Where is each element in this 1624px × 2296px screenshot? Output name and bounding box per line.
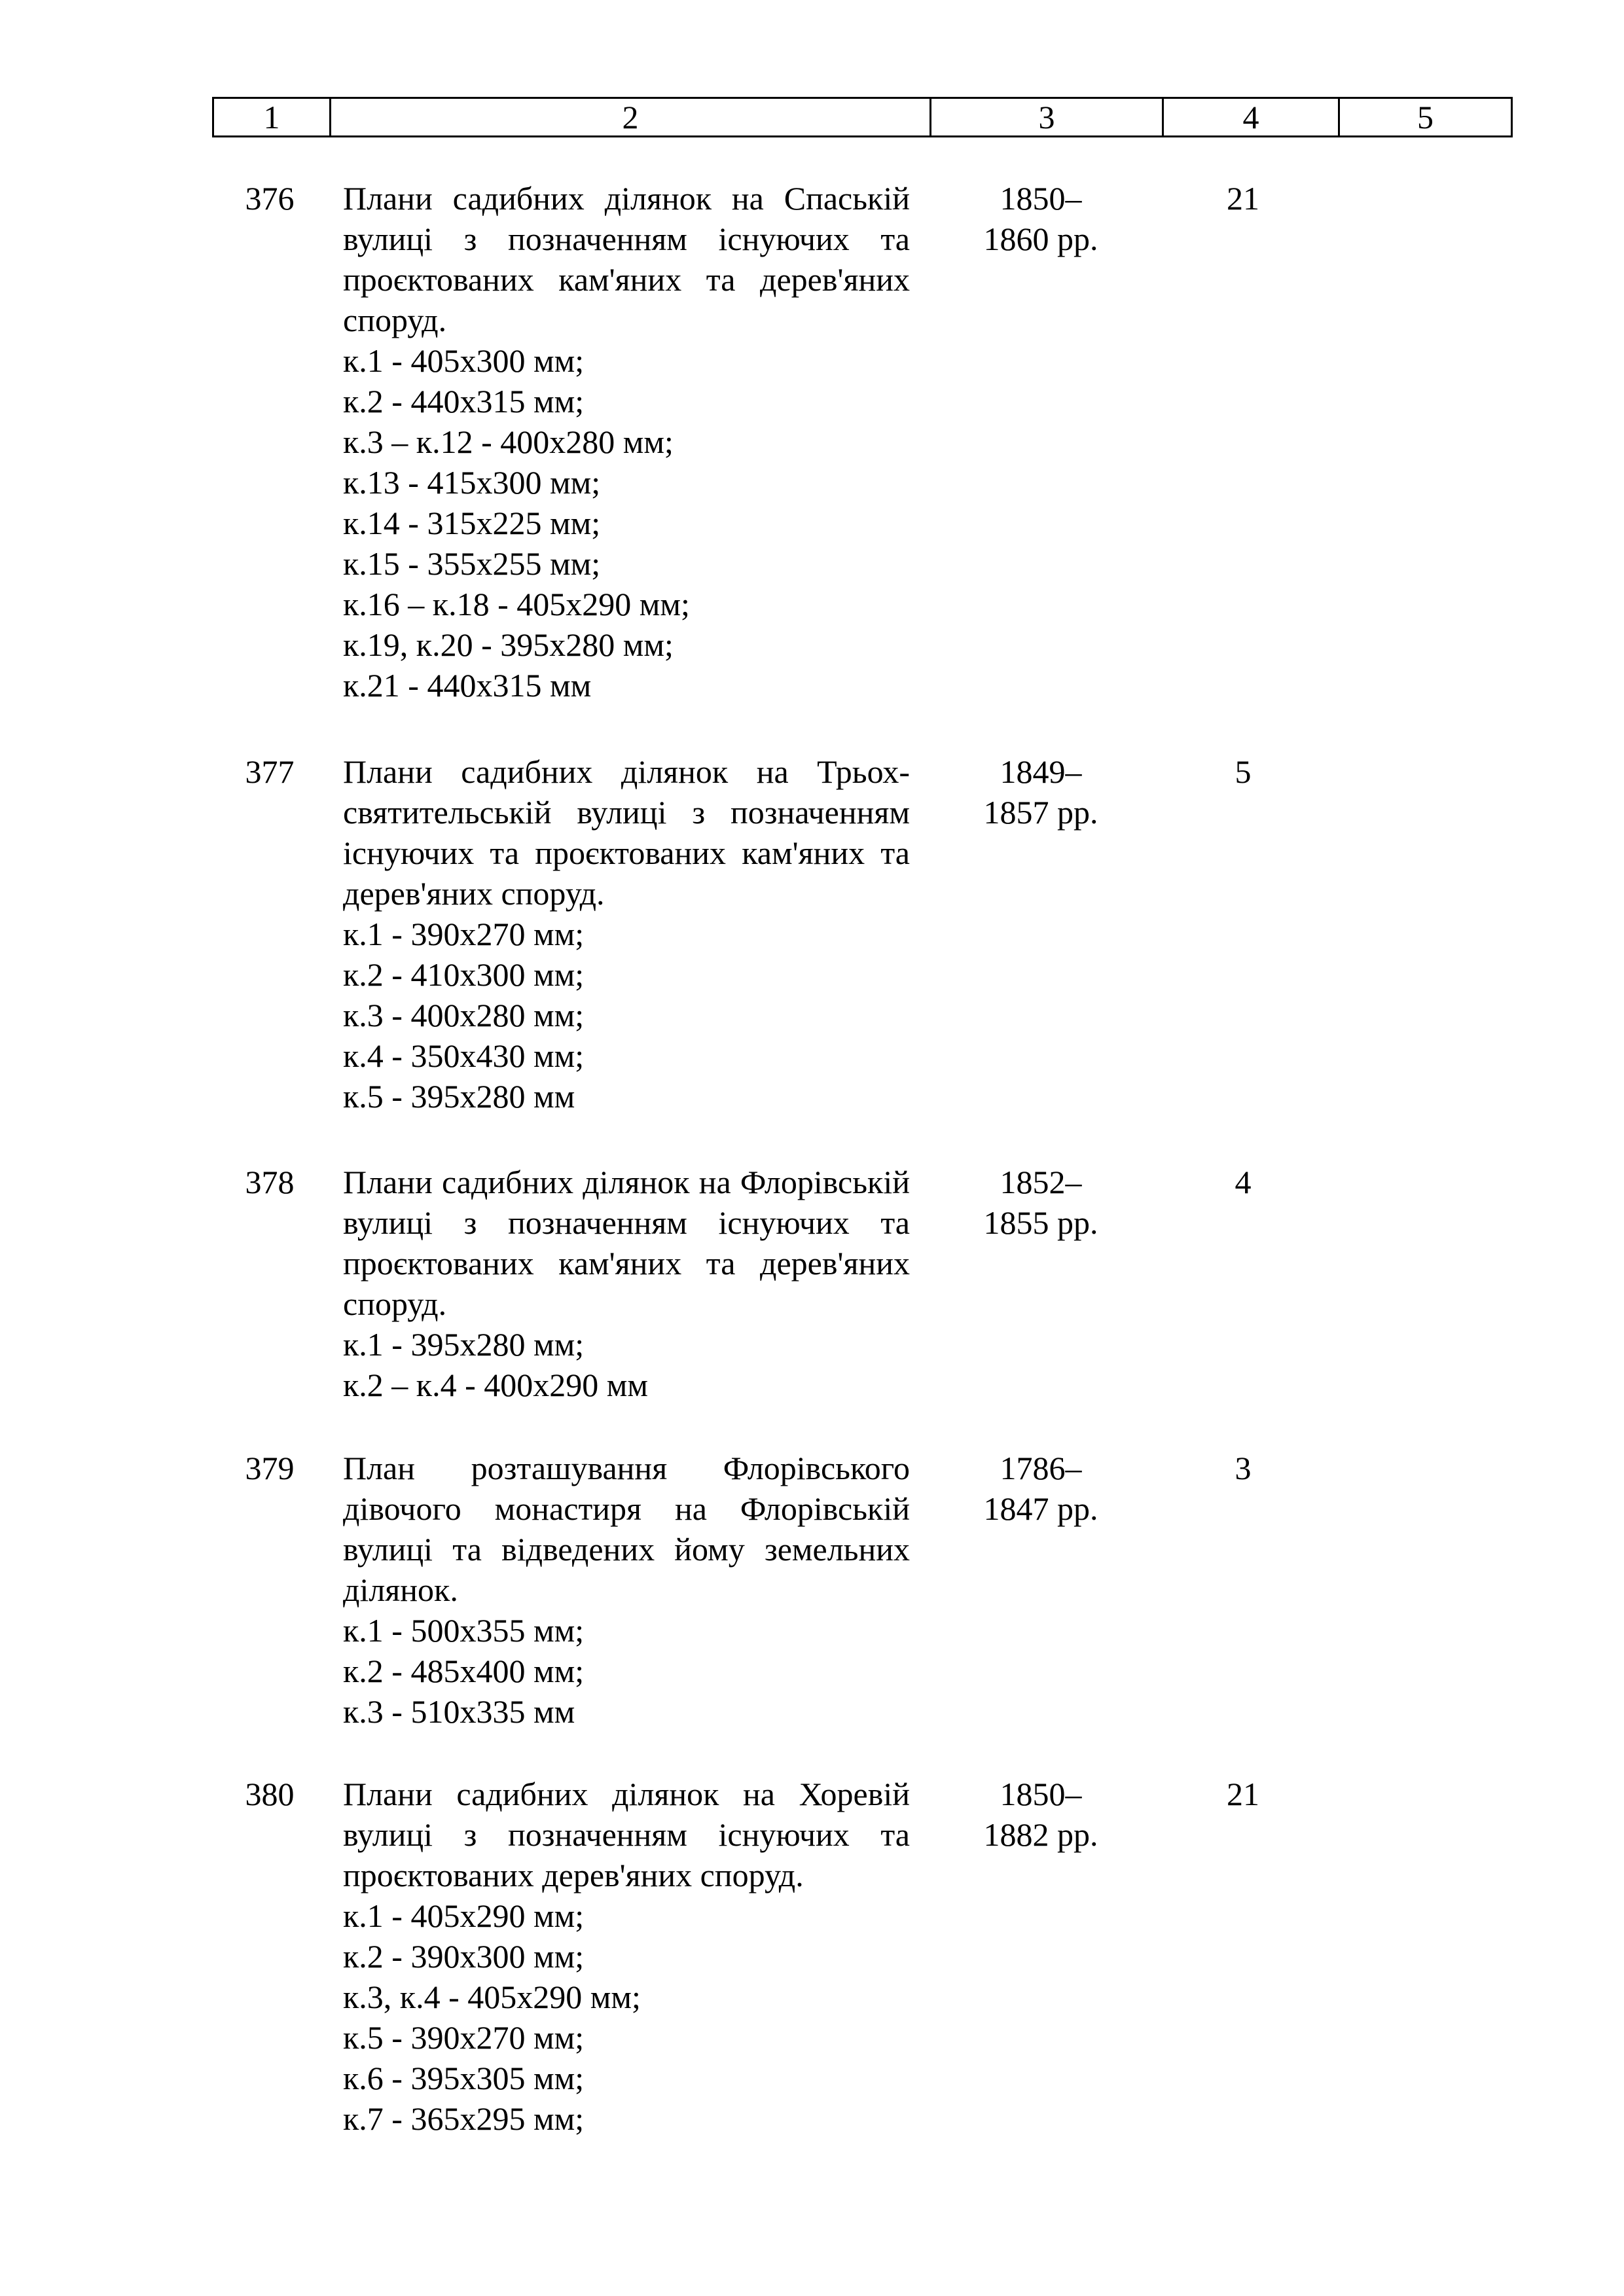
sheet-size: к.1 - 500х355 мм; [343,1612,585,1649]
sheet-count: 5 [1235,753,1252,790]
entry-number: 379 [245,1450,295,1486]
sheet-size: к.2 – к.4 - 400х290 мм [343,1367,649,1403]
sheet-size: к.4 - 350х430 мм; [343,1037,585,1074]
sheet-size: к.21 - 440х315 мм [343,667,592,704]
header-col-3: 3 [931,98,1163,137]
entry-description [343,751,910,1117]
sheet-size: к.1 - 405х290 мм; [343,1897,585,1934]
sheet-size: к.2 - 390х300 мм; [343,1938,585,1975]
entry-title: Плани садибних ділянок на Флорівській вулиці з позначенням існуючих та проєктованих кам'яних та дерев'яних споруд. [343,1164,910,1322]
entry-description [343,1162,910,1405]
sheet-count: 21 [1227,1776,1259,1812]
header-col-2: 2 [331,98,931,137]
sheet-size: к.13 - 415х300 мм; [343,464,601,501]
entry-number: 377 [245,753,295,790]
entry-description [343,1448,910,1732]
sheet-size: к.3 - 510х335 мм [343,1693,575,1730]
entry-dates [926,751,1156,833]
entry-title: Плани садибних ділянок на Спаській вулиці з позначенням існуючих та проєктованих кам'яних та дерев'яних споруд. [343,180,910,338]
date-start: 1850– [1000,1776,1082,1812]
sheet-size: к.1 - 405х300 мм; [343,342,585,379]
sheet-size: к.3, к.4 - 405х290 мм; [343,1979,641,2015]
sheet-size: к.2 - 485х400 мм; [343,1653,585,1689]
header-col-5: 5 [1339,98,1512,137]
sheet-size: к.19, к.20 - 395х280 мм; [343,626,674,663]
entry-number: 380 [245,1776,295,1812]
sheet-size: к.3 – к.12 - 400х280 мм; [343,423,674,460]
sheet-size: к.3 - 400х280 мм; [343,997,585,1033]
entry-dates [926,1774,1156,1855]
entry-number: 376 [245,180,295,217]
entry-number: 378 [245,1164,295,1200]
entry-dates [926,1162,1156,1243]
entry-title: Плани садибних ділянок на Трьох-святительській вулиці з позначенням існуючих та проєктованих кам'яних та дерев'яних споруд. [343,753,910,912]
date-end: 1857 рр. [983,794,1098,831]
date-end: 1882 рр. [983,1816,1098,1853]
sheet-size: к.5 - 390х270 мм; [343,2019,585,2056]
column-number-header [212,97,1513,137]
sheet-size: к.2 - 440х315 мм; [343,383,585,420]
sheet-size: к.1 - 395х280 мм; [343,1326,585,1363]
date-end: 1860 рр. [983,221,1098,257]
entry-description [343,1774,910,2139]
date-start: 1852– [1000,1164,1082,1200]
sheet-size: к.15 - 355х255 мм; [343,545,601,582]
date-end: 1855 рр. [983,1204,1098,1241]
header-row [213,98,1512,137]
date-start: 1849– [1000,753,1082,790]
header-col-4: 4 [1163,98,1339,137]
sheet-count: 3 [1235,1450,1252,1486]
entry-title: План розташування Флорівського дівочого монастиря на Флорівській вулиці та відведених йому земельних ділянок. [343,1450,910,1608]
sheet-count: 21 [1227,180,1259,217]
entry-title: Плани садибних ділянок на Хоревій вулиці з позначенням існуючих та проєктованих дерев'яних споруд. [343,1776,910,1893]
sheet-size: к.2 - 410х300 мм; [343,956,585,993]
date-start: 1850– [1000,180,1082,217]
entry-description [343,178,910,706]
sheet-size: к.1 - 390х270 мм; [343,916,585,952]
entry-dates [926,1448,1156,1529]
sheet-size: к.7 - 365х295 мм; [343,2100,585,2137]
sheet-size: к.16 – к.18 - 405х290 мм; [343,586,690,622]
date-start: 1786– [1000,1450,1082,1486]
header-col-1: 1 [213,98,331,137]
sheet-size: к.5 - 395х280 мм [343,1078,575,1115]
sheet-count: 4 [1235,1164,1252,1200]
sheet-size: к.14 - 315х225 мм; [343,505,601,541]
date-end: 1847 рр. [983,1490,1098,1527]
sheet-size: к.6 - 395х305 мм; [343,2060,585,2096]
entry-dates [926,178,1156,259]
